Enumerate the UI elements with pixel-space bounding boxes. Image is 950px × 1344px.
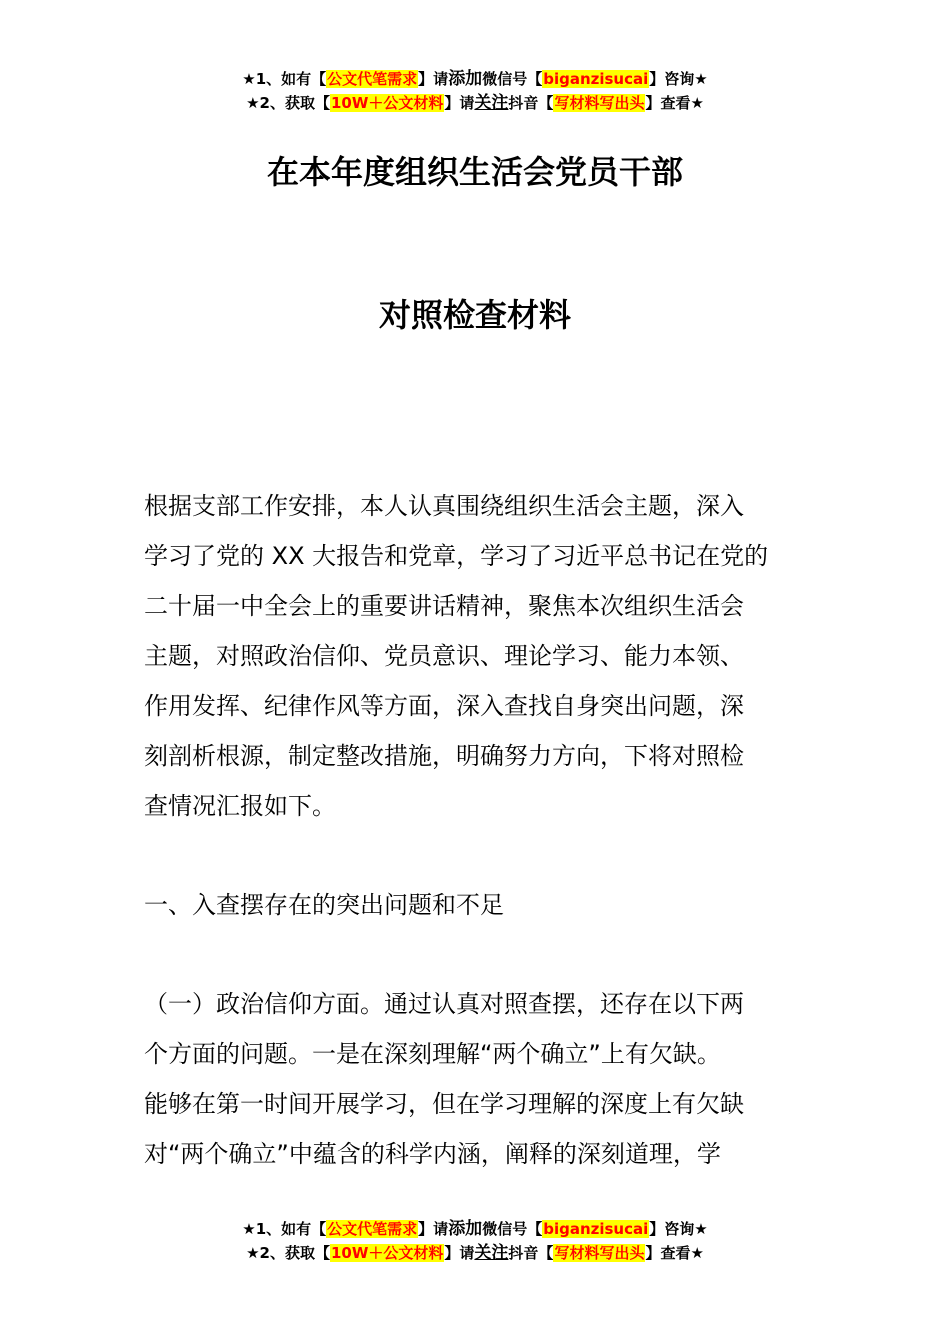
highlight-douyin: 写材料写出头	[554, 94, 645, 112]
text-line: 根据支部工作安排，本人认真围绕组织生活会主题，深入	[144, 492, 744, 520]
highlight-service: 公文代笔需求	[327, 1220, 418, 1238]
banner-line-1	[0, 1217, 950, 1241]
banner-text: ★1、如有【	[242, 70, 327, 88]
banner-text: ★2、获取【	[246, 94, 330, 112]
text-line: 作用发挥、纪律作风等方面，深入查找自身突出问题，深	[144, 692, 744, 720]
banner-text: 】查看★	[645, 1244, 704, 1262]
bottom-banner	[0, 1217, 950, 1265]
text-line: 二十届一中全会上的重要讲话精神，聚焦本次组织生活会	[144, 592, 744, 620]
highlight-wechat-id: biganzisucai	[543, 1220, 649, 1238]
banner-emphasis: 添加	[448, 69, 483, 89]
text-line: 刻剖析根源，制定整改措施，明确努力方向，下将对照检	[144, 742, 744, 770]
banner-emphasis: 添加	[448, 1219, 483, 1239]
banner-line-2	[0, 1241, 950, 1265]
document-title-line-1: 在本年度组织生活会党员干部	[266, 153, 683, 191]
banner-text: 微信号【	[482, 70, 543, 88]
banner-text: 】咨询★	[649, 70, 708, 88]
section-paragraph	[144, 979, 808, 1179]
highlight-wechat-id: biganzisucai	[543, 70, 649, 88]
banner-text: 抖音【	[508, 94, 554, 112]
banner-line-2	[0, 91, 950, 115]
banner-line-1	[0, 67, 950, 91]
text-line: 学习了党的 XX 大报告和党章，学习了习近平总书记在党的	[144, 542, 769, 570]
banner-emphasis: 关注	[474, 93, 509, 113]
banner-text: 】查看★	[645, 94, 704, 112]
banner-text: ★2、获取【	[246, 1244, 330, 1262]
document-title-line-2: 对照检查材料	[378, 296, 571, 334]
highlight-douyin: 写材料写出头	[554, 1244, 645, 1262]
section-heading: 一、入查摆存在的突出问题和不足	[144, 891, 504, 919]
highlight-materials: 10W＋公文材料	[330, 1244, 444, 1262]
banner-text: 抖音【	[508, 1244, 554, 1262]
text-line: 主题，对照政治信仰、党员意识、理论学习、能力本领、	[144, 642, 744, 670]
banner-text: 】咨询★	[649, 1220, 708, 1238]
banner-text: ★1、如有【	[242, 1220, 327, 1238]
highlight-materials: 10W＋公文材料	[330, 94, 444, 112]
banner-text: 】请	[444, 1244, 475, 1262]
text-line: 个方面的问题。一是在深刻理解“两个确立”上有欠缺。	[144, 1040, 721, 1068]
banner-text: 】请	[444, 94, 475, 112]
highlight-service: 公文代笔需求	[327, 70, 418, 88]
banner-emphasis: 关注	[474, 1243, 509, 1263]
text-line: 对“两个确立”中蕴含的科学内涵，阐释的深刻道理，学	[144, 1140, 721, 1168]
intro-paragraph	[144, 481, 808, 831]
banner-text: 微信号【	[482, 1220, 543, 1238]
text-line: 能够在第一时间开展学习，但在学习理解的深度上有欠缺	[144, 1090, 744, 1118]
banner-text: 】请	[418, 1220, 449, 1238]
text-line: （一）政治信仰方面。通过认真对照查摆，还存在以下两	[144, 990, 744, 1018]
text-line: 查情况汇报如下。	[144, 792, 336, 820]
banner-text: 】请	[418, 70, 449, 88]
top-banner	[0, 67, 950, 115]
